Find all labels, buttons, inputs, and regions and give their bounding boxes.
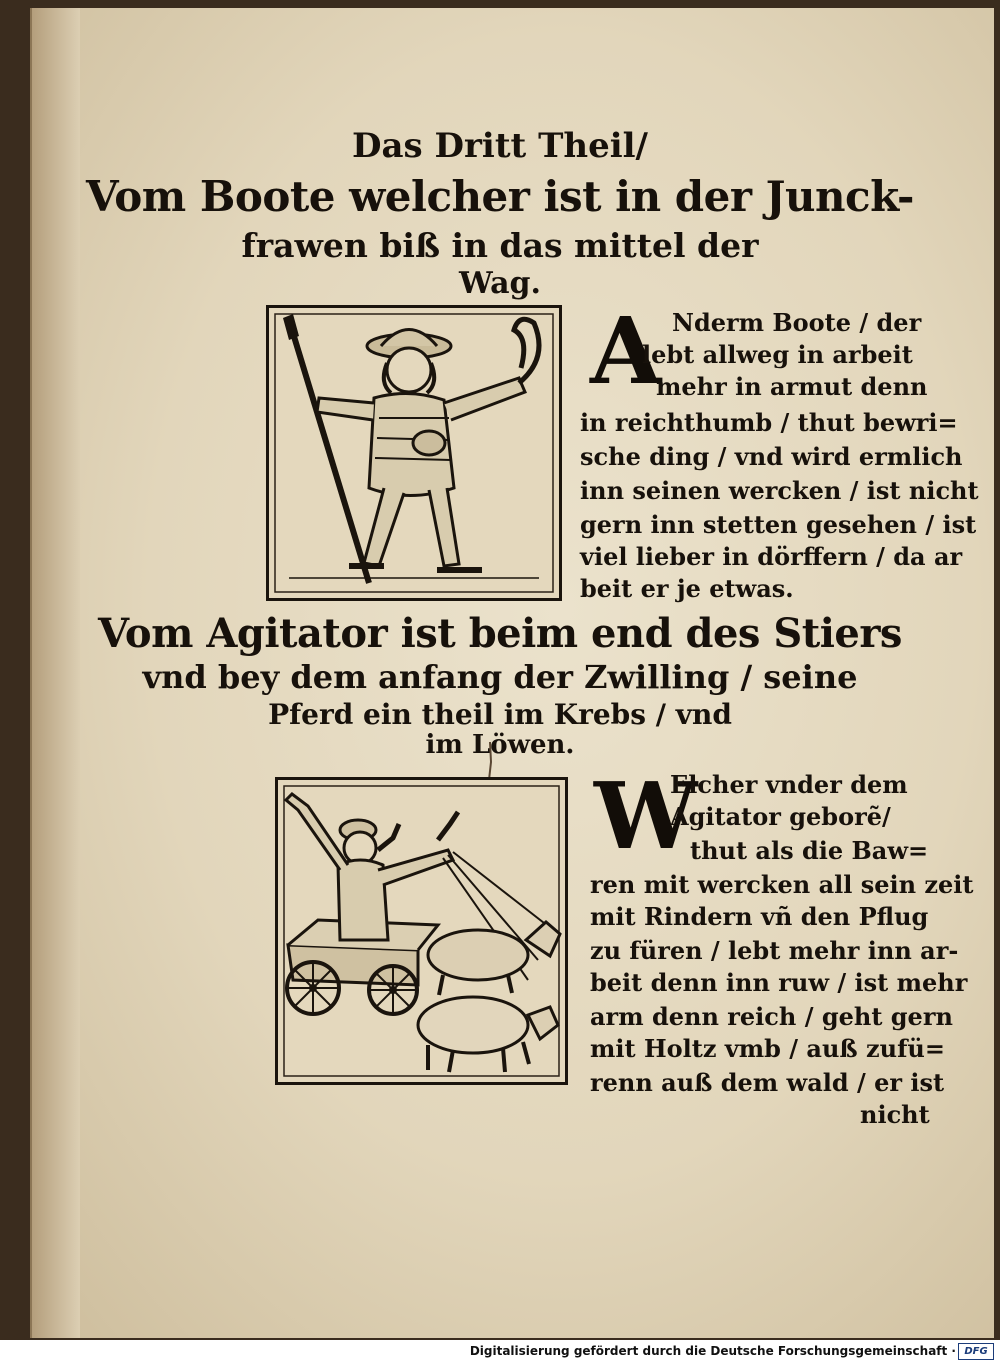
digitization-footer (0, 1340, 1000, 1363)
agitator-woodcut (275, 777, 568, 1085)
section1-line-6: inn seinen wercken / ist nicht (580, 476, 979, 505)
section2-heading-line-3: Pferd ein theil im Krebs / vnd (268, 698, 732, 731)
charioteer-cart-illustration (278, 780, 565, 1082)
section2-line-5: mit Rindern vñ den Pflug (590, 902, 929, 931)
section1-line-1: Nderm Boote / der (672, 308, 922, 337)
section1-line-8: viel lieber in dörffern / da ar (580, 542, 963, 571)
section1-line-3: mehr in armut denn (656, 372, 928, 401)
dfg-logo: DFG (958, 1343, 994, 1360)
section1-line-4: in reichthumb / thut bewri= (580, 408, 958, 437)
section2-heading-line-4: im Löwen. (425, 730, 575, 760)
section1-initial: A (590, 297, 662, 405)
section2-line-1: Elcher vnder dem (670, 770, 908, 799)
section2-line-6: zu füren / lebt mehr inn ar- (590, 936, 959, 965)
funding-credit: Digitalisierung gefördert durch die Deutsche Forschungsgemeinschaft · (469, 1344, 956, 1358)
section1-body (580, 308, 979, 608)
section2-line-4: ren mit wercken all sein zeit (590, 870, 974, 899)
section2-line-10: renn auß dem wald / er ist (590, 1068, 945, 1097)
section1-heading-line-2: frawen biß in das mittel der (241, 226, 759, 265)
section2-heading-line-2: vnd bey dem anfang der Zwilling / seine (142, 658, 858, 696)
section2-catchword: nicht (860, 1100, 930, 1129)
bootes-woodcut (266, 305, 562, 601)
section1-heading-line-3: Wag. (459, 266, 541, 301)
section2-initial: W (594, 762, 698, 870)
section2-line-3: thut als die Baw= (690, 836, 929, 865)
section1-line-2: lebt allweg in arbeit (642, 340, 913, 369)
bootes-figure-illustration (269, 308, 559, 598)
section2-line-2: Agitator geborẽ/ (670, 802, 891, 831)
section1-line-5: sche ding / vnd wird ermlich (580, 442, 963, 471)
section1-line-9: beit er je etwas. (580, 574, 794, 603)
section1-heading-line-1: Vom Boote welcher ist in der Junck- (86, 172, 914, 221)
section2-line-8: arm denn reich / geht gern (590, 1002, 953, 1031)
section2-line-9: mit Holtz vmb / auß zufü= (590, 1034, 945, 1063)
section1-line-7: gern inn stetten gesehen / ist (580, 510, 977, 539)
paper-tear-mark (487, 742, 493, 780)
section2-heading-line-1: Vom Agitator ist beim end des Stiers (98, 610, 902, 657)
section2-body (590, 762, 974, 1130)
section2-line-7: beit denn inn ruw / ist mehr (590, 968, 968, 997)
part-title: Das Dritt Theil/ (352, 126, 648, 166)
